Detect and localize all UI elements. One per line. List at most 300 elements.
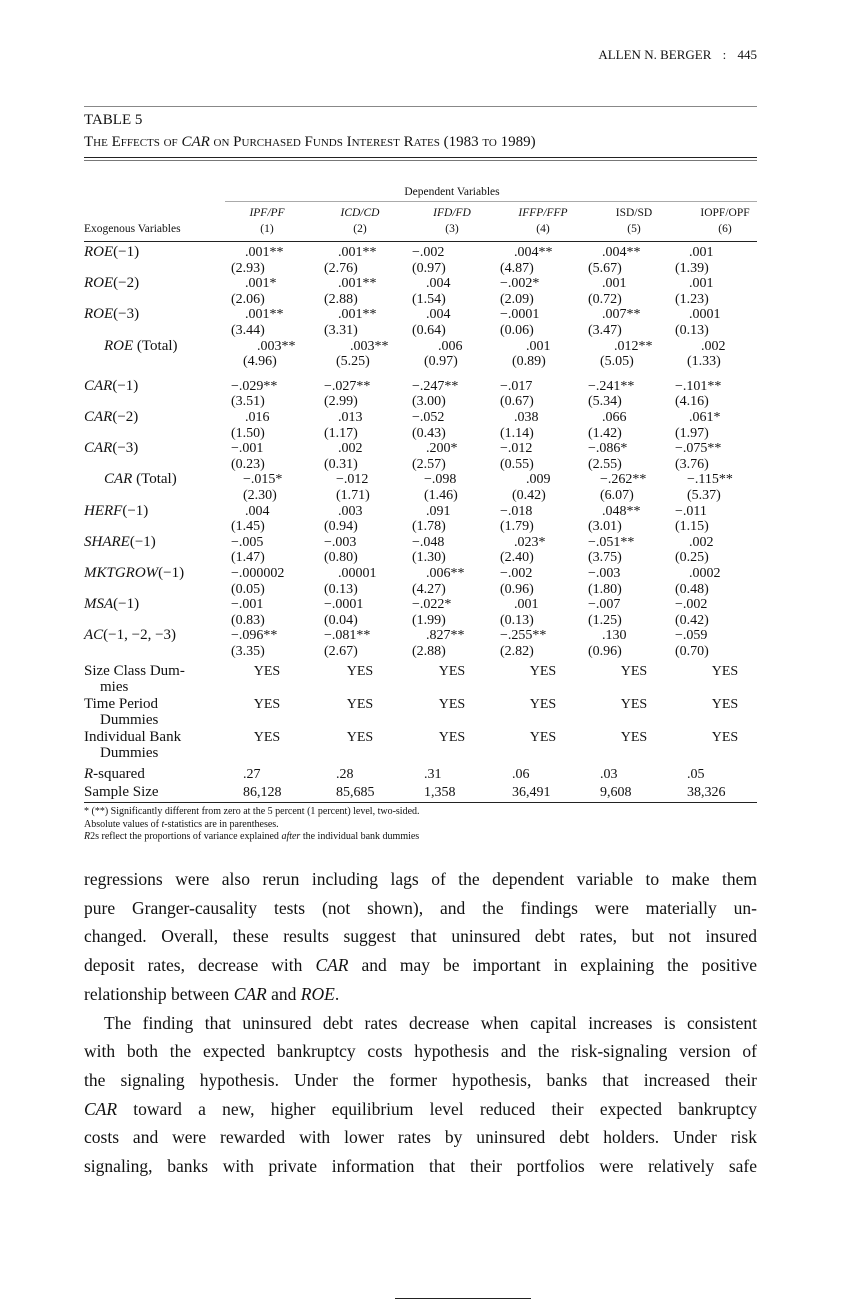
- row-label-suffix: (−3): [112, 440, 139, 457]
- coefficient-cell: −.003: [588, 566, 621, 581]
- coefficient-cell: .130: [602, 628, 627, 644]
- body-text-line: [84, 1126, 757, 1148]
- stat-cell: .31: [424, 767, 442, 782]
- coefficient-cell: .061*: [689, 410, 721, 425]
- t-stat-cell: (4.87): [500, 260, 534, 276]
- body-text-italic: ROE: [300, 983, 335, 1004]
- coefficient-cell: −.005: [231, 534, 264, 550]
- t-stat-cell: (4.96): [243, 354, 277, 370]
- footnote-text: Absolute values of: [84, 818, 162, 830]
- coefficient-cell: −.096**: [231, 628, 278, 644]
- column-header-number: (5): [627, 223, 641, 235]
- t-stat-cell: (0.42): [512, 488, 546, 503]
- t-stat-cell: (1.42): [588, 425, 622, 441]
- body-text-segment: relationship between: [84, 983, 234, 1004]
- t-stat-cell: (5.25): [336, 354, 370, 370]
- t-stat-cell: (2.93): [231, 260, 265, 276]
- coefficient-cell: .023*: [514, 534, 546, 550]
- header-rule: [84, 241, 757, 242]
- row-label-suffix: (−1): [129, 533, 156, 550]
- t-stat-cell: (3.31): [324, 323, 358, 338]
- t-stat-cell: (0.83): [231, 612, 265, 628]
- coefficient-cell: −.011: [675, 503, 707, 519]
- footer-rule: [395, 1298, 531, 1299]
- table-title-text: The Effects of: [84, 134, 182, 150]
- dummy-cell: YES: [711, 730, 739, 745]
- dummy-cell: YES: [529, 697, 557, 712]
- coefficient-cell: −.000002: [231, 566, 285, 581]
- t-stat-cell: (1.80): [588, 581, 622, 597]
- t-stat-cell: (0.25): [675, 550, 709, 566]
- t-stat-cell: (0.97): [424, 354, 458, 370]
- coefficient-cell: .001: [689, 276, 714, 292]
- row-label-suffix: (−3): [113, 306, 140, 323]
- t-stat-cell: (1.17): [324, 425, 358, 441]
- coefficient-cell: .004: [245, 503, 270, 519]
- t-stat-cell: (1.23): [675, 291, 709, 307]
- t-stat-cell: (0.23): [231, 456, 265, 472]
- t-stat-cell: (1.15): [675, 519, 709, 535]
- coefficient-cell: .004: [426, 276, 451, 292]
- row-label: [84, 440, 138, 457]
- coefficient-cell: .007**: [602, 307, 641, 323]
- t-stat-cell: (1.97): [675, 425, 709, 441]
- row-label: [84, 503, 148, 520]
- coefficient-cell: .002: [338, 441, 363, 457]
- t-stat-cell: (1.46): [424, 488, 458, 503]
- t-stat-cell: (2.76): [324, 260, 358, 276]
- t-stat-cell: (2.30): [243, 488, 277, 503]
- stat-cell: 85,685: [336, 784, 375, 800]
- coefficient-cell: −.059: [675, 628, 708, 644]
- t-stat-cell: (3.01): [588, 519, 622, 535]
- t-stat-cell: (2.88): [412, 644, 446, 659]
- t-stat-cell: (2.55): [588, 456, 622, 472]
- t-stat-cell: (1.99): [412, 612, 446, 628]
- coefficient-cell: −.086*: [588, 441, 628, 457]
- coefficient-cell: −.003: [324, 534, 357, 550]
- coefficient-cell: −.007: [588, 597, 621, 613]
- row-label-variable: HERF: [84, 502, 123, 519]
- dummy-cell: YES: [438, 697, 466, 712]
- dummy-cell: YES: [438, 664, 466, 679]
- t-stat-cell: (1.78): [412, 519, 446, 535]
- column-header-name: IFFP/FFP: [518, 207, 568, 219]
- body-text-line: [104, 1012, 757, 1034]
- row-label: [84, 534, 156, 551]
- row-label: Size Class Dum-: [84, 663, 185, 679]
- row-label: [84, 275, 139, 292]
- t-stat-cell: (0.06): [500, 323, 534, 338]
- t-stat-cell: (1.25): [588, 612, 622, 628]
- coefficient-cell: .003**: [350, 338, 389, 354]
- row-label: [84, 409, 138, 426]
- row-label: [84, 378, 138, 395]
- coefficient-cell: .827**: [426, 628, 465, 644]
- body-text-italic: CAR: [84, 1098, 118, 1119]
- coefficient-cell: .002: [701, 338, 726, 354]
- t-stat-cell: (0.13): [675, 323, 709, 338]
- coefficient-cell: −.027**: [324, 378, 371, 394]
- stat-cell: 9,608: [600, 784, 632, 800]
- body-text-line: [84, 1040, 757, 1062]
- dummy-cell: YES: [253, 664, 281, 679]
- row-label: Individual Bank: [84, 729, 182, 745]
- t-stat-cell: (2.40): [500, 550, 534, 566]
- row-label-suffix: (−2): [113, 275, 140, 292]
- coefficient-cell: −.002: [675, 597, 708, 613]
- row-label-continued: Dummies: [100, 745, 159, 761]
- coefficient-cell: −.002: [500, 566, 533, 581]
- column-header-name: ISD/SD: [615, 207, 653, 219]
- dummy-cell: YES: [620, 697, 648, 712]
- body-text-line: [84, 868, 757, 890]
- row-label-continued: mies: [100, 679, 129, 695]
- body-text-segment: regressions were also rerun including lags of the dependent variable to make them: [84, 869, 757, 889]
- dummy-cell: YES: [529, 730, 557, 745]
- body-text-segment: costs and were rewarded with lower rates by uninsured debt holders. Under risk: [84, 1127, 757, 1148]
- t-stat-cell: (1.30): [412, 550, 446, 566]
- coefficient-cell: −.001: [231, 441, 264, 457]
- body-text-segment: deposit rates, decrease with: [84, 955, 316, 976]
- dummy-cell: YES: [346, 697, 374, 712]
- coefficient-cell: .013: [338, 410, 363, 425]
- t-stat-cell: (0.97): [412, 260, 446, 276]
- column-header-number: (4): [536, 223, 550, 235]
- coefficient-cell: .016: [245, 410, 270, 425]
- row-label-suffix: (−2): [112, 409, 139, 425]
- t-stat-cell: (6.07): [600, 488, 634, 503]
- coefficient-cell: −.052: [412, 410, 445, 425]
- t-stat-cell: (1.33): [687, 354, 721, 370]
- footnote-italic: after: [281, 831, 301, 842]
- running-head-separator: :: [722, 47, 727, 62]
- coefficient-cell: −.262**: [600, 472, 647, 488]
- body-text-segment: .: [334, 983, 340, 1004]
- t-stat-cell: (0.67): [500, 394, 534, 410]
- table-double-rule-2: [84, 160, 757, 161]
- t-stat-cell: (2.06): [231, 291, 265, 307]
- coefficient-cell: .001: [602, 276, 627, 292]
- row-label-variable: ROE: [84, 306, 114, 323]
- row-label-variable: ROE: [104, 337, 134, 354]
- body-text-italic: CAR: [233, 983, 267, 1004]
- table-double-rule-1: [84, 157, 757, 158]
- spanner-header: Dependent Variables: [404, 186, 500, 198]
- row-label: [104, 338, 178, 355]
- stat-cell: .27: [243, 767, 261, 782]
- dummy-cell: YES: [253, 730, 281, 745]
- row-label-continued: Dummies: [100, 712, 159, 728]
- t-stat-cell: (4.27): [412, 581, 446, 597]
- footnote-text: 2s reflect the proportions of variance explained: [90, 831, 282, 842]
- t-stat-cell: (0.64): [412, 323, 446, 338]
- t-stat-cell: (3.76): [675, 456, 709, 472]
- body-text-segment: pure Granger-causality tests (not shown), and the findings were materially un-: [84, 897, 757, 918]
- t-stat-cell: (2.57): [412, 456, 446, 472]
- dummy-cell: YES: [346, 730, 374, 745]
- row-label-variable: CAR: [84, 409, 113, 425]
- stat-cell: .28: [336, 767, 354, 782]
- column-header-number: (2): [353, 223, 367, 235]
- t-stat-cell: (1.39): [675, 260, 709, 276]
- coefficient-cell: −.115**: [687, 472, 733, 488]
- coefficient-cell: −.001: [231, 597, 264, 613]
- coefficient-cell: −.0001: [324, 597, 364, 613]
- t-stat-cell: (2.09): [500, 291, 534, 307]
- footnote-text: the individual bank dummies: [300, 831, 420, 842]
- body-text-line: [84, 1069, 757, 1091]
- coefficient-cell: .004**: [602, 245, 641, 260]
- coefficient-cell: .001**: [338, 245, 377, 260]
- t-stat-cell: (3.35): [231, 644, 265, 659]
- table-title: [84, 134, 536, 151]
- row-label-variable: ROE: [84, 275, 114, 292]
- coefficient-cell: −.029**: [231, 378, 278, 394]
- t-stat-cell: (3.44): [231, 323, 265, 338]
- row-label-suffix: (−1): [112, 377, 139, 394]
- page-number: 445: [737, 47, 757, 62]
- body-text-segment: signaling, banks with private information that their portfolios were relatively safe: [84, 1156, 757, 1176]
- column-header-number: (6): [718, 223, 732, 235]
- t-stat-cell: (5.34): [588, 394, 622, 410]
- t-stat-cell: (5.05): [600, 354, 634, 370]
- row-label: [84, 306, 139, 323]
- coefficient-cell: .002: [689, 534, 714, 550]
- coefficient-cell: .003: [338, 503, 363, 519]
- t-stat-cell: (3.47): [588, 323, 622, 338]
- coefficient-cell: .006: [438, 338, 463, 354]
- row-label: [84, 766, 145, 783]
- coefficient-cell: .066: [602, 410, 627, 425]
- row-label-variable: ROE: [84, 244, 114, 260]
- t-stat-cell: (1.47): [231, 550, 265, 566]
- row-label-text: Sample Size: [84, 783, 159, 800]
- footnote-text: -statistics are in parentheses.: [164, 818, 279, 830]
- spanner-rule: [225, 201, 757, 202]
- body-text-italic: CAR: [315, 955, 349, 976]
- row-label-variable: CAR: [84, 440, 113, 457]
- coefficient-cell: .001**: [338, 276, 377, 292]
- coefficient-cell: −.101**: [675, 378, 722, 394]
- coefficient-cell: .001**: [245, 245, 284, 260]
- row-label: [104, 471, 177, 488]
- coefficient-cell: −.012: [336, 472, 369, 488]
- coefficient-cell: −.002: [412, 245, 445, 260]
- t-stat-cell: (1.45): [231, 519, 265, 535]
- column-header-number: (3): [445, 223, 459, 235]
- footnote-italic: R: [84, 831, 91, 842]
- stat-cell: 38,326: [687, 784, 726, 800]
- coefficient-cell: −.022*: [412, 597, 452, 613]
- coefficient-cell: −.048: [412, 534, 445, 550]
- t-stat-cell: (2.99): [324, 394, 358, 410]
- t-stat-cell: (0.72): [588, 291, 622, 307]
- coefficient-cell: .009: [526, 472, 551, 488]
- coefficient-cell: .001**: [338, 307, 377, 323]
- table-footnote: [84, 806, 420, 818]
- coefficient-cell: .001: [689, 245, 714, 260]
- coefficient-cell: −.098: [424, 472, 457, 488]
- table-title-text-2: on Purchased Funds Interest Rates (1983 to 1989): [209, 134, 536, 150]
- coefficient-cell: .006**: [426, 566, 465, 581]
- body-text-line: [84, 897, 757, 919]
- body-text-line: [84, 983, 757, 1005]
- row-label: [84, 627, 176, 644]
- coefficient-cell: .00001: [338, 566, 377, 581]
- row-label: [84, 244, 139, 261]
- row-label-variable: R: [84, 766, 94, 782]
- row-label-suffix: (−1, −2, −3): [103, 627, 177, 644]
- t-stat-cell: (0.43): [412, 425, 446, 441]
- t-stat-cell: (5.37): [687, 488, 721, 503]
- row-label-suffix: (−1): [122, 502, 149, 519]
- t-stat-cell: (1.79): [500, 519, 534, 535]
- t-stat-cell: (0.80): [324, 550, 358, 566]
- dummy-cell: YES: [711, 697, 739, 712]
- coefficient-cell: −.017: [500, 378, 533, 394]
- row-label-suffix: (−1): [158, 565, 185, 581]
- row-label: [84, 784, 159, 801]
- column-header-number: (1): [260, 223, 274, 235]
- row-label-suffix: (−1): [113, 596, 140, 613]
- dummy-cell: YES: [620, 730, 648, 745]
- stub-header: Exogenous Variables: [84, 223, 181, 235]
- dummy-cell: YES: [253, 697, 281, 712]
- row-label-variable: SHARE: [84, 533, 130, 550]
- coefficient-cell: −.247**: [412, 378, 459, 394]
- coefficient-cell: −.0001: [500, 307, 540, 323]
- row-label-suffix: (−1): [113, 244, 140, 260]
- row-label-variable: MKTGROW: [84, 565, 159, 581]
- stat-cell: .06: [512, 767, 530, 782]
- coefficient-cell: −.255**: [500, 628, 547, 644]
- coefficient-cell: .001*: [245, 276, 277, 292]
- row-label: [84, 596, 139, 613]
- t-stat-cell: (0.13): [324, 581, 358, 597]
- coefficient-cell: .200*: [426, 441, 458, 457]
- row-label-variable: MSA: [84, 596, 114, 613]
- t-stat-cell: (0.48): [675, 581, 709, 597]
- body-text-line: [84, 954, 757, 976]
- t-stat-cell: (3.00): [412, 394, 446, 410]
- coefficient-cell: .004: [426, 307, 451, 323]
- body-text-line: [84, 1098, 757, 1120]
- running-head: [598, 47, 757, 63]
- t-stat-cell: (0.70): [675, 644, 709, 659]
- table-footnote: [84, 819, 279, 831]
- t-stat-cell: (0.89): [512, 354, 546, 370]
- coefficient-cell: .0002: [689, 566, 721, 581]
- stat-cell: 36,491: [512, 784, 551, 800]
- t-stat-cell: (2.82): [500, 644, 534, 659]
- t-stat-cell: (2.67): [324, 644, 358, 659]
- t-stat-cell: (0.55): [500, 456, 534, 472]
- body-text-segment: and may be important in explaining the positive: [348, 955, 757, 976]
- coefficient-cell: .003**: [257, 338, 296, 354]
- body-text-segment: The finding that uninsured debt rates decrease when capital increases is consistent: [104, 1012, 757, 1033]
- coefficient-cell: −.081**: [324, 628, 371, 644]
- coefficient-cell: .004**: [514, 245, 553, 260]
- row-label: [84, 565, 184, 582]
- stat-cell: .03: [600, 767, 618, 782]
- table-footnote: [84, 831, 419, 843]
- t-stat-cell: (0.94): [324, 519, 358, 535]
- t-stat-cell: (2.88): [324, 291, 358, 307]
- t-stat-cell: (0.05): [231, 581, 265, 597]
- dummy-cell: YES: [620, 664, 648, 679]
- coefficient-cell: .001: [526, 338, 551, 354]
- table-label: TABLE 5: [84, 112, 143, 128]
- footnote-text: * (**) Significantly different from zero at the 5 percent (1 percent) level, two-sided.: [84, 806, 420, 817]
- t-stat-cell: (1.14): [500, 425, 534, 441]
- t-stat-cell: (0.13): [500, 612, 534, 628]
- coefficient-cell: −.018: [500, 503, 533, 519]
- coefficient-cell: .0001: [689, 307, 721, 323]
- row-label-variable: CAR: [104, 471, 133, 488]
- row-label-suffix: (Total): [133, 337, 178, 354]
- row-label-variable: CAR: [84, 377, 113, 394]
- coefficient-cell: .048**: [602, 503, 641, 519]
- dummy-cell: YES: [529, 664, 557, 679]
- column-header-name: IPF/PF: [249, 207, 285, 219]
- footnote-italic: t: [161, 818, 165, 830]
- coefficient-cell: −.012: [500, 441, 533, 457]
- coefficient-cell: −.241**: [588, 378, 635, 394]
- t-stat-cell: (5.67): [588, 260, 622, 276]
- dummy-cell: YES: [711, 664, 739, 679]
- coefficient-cell: .012**: [614, 338, 653, 354]
- body-text-segment: changed. Overall, these results suggest that uninsured debt rates, but not insured: [84, 926, 757, 947]
- t-stat-cell: (0.31): [324, 456, 358, 472]
- row-label-suffix: (Total): [132, 471, 177, 488]
- t-stat-cell: (3.51): [231, 394, 265, 410]
- body-text-segment: with both the expected bankruptcy costs hypothesis and the risk-signaling version of: [84, 1041, 757, 1062]
- t-stat-cell: (1.50): [231, 425, 265, 441]
- t-stat-cell: (1.71): [336, 488, 370, 503]
- body-text-segment: toward a new, higher equilibrium level reduced their expected bankruptcy: [117, 1098, 757, 1119]
- stat-cell: 1,358: [424, 784, 456, 800]
- t-stat-cell: (3.75): [588, 550, 622, 566]
- row-label-text: -squared: [93, 766, 145, 782]
- stat-cell: 86,128: [243, 784, 282, 800]
- stat-cell: .05: [687, 767, 705, 782]
- t-stat-cell: (0.42): [675, 612, 709, 628]
- row-label: Time Period: [84, 696, 159, 712]
- body-text-segment: and: [266, 983, 301, 1004]
- t-stat-cell: (0.04): [324, 612, 358, 628]
- coefficient-cell: −.075**: [675, 441, 722, 457]
- dummy-cell: YES: [438, 730, 466, 745]
- coefficient-cell: −.002*: [500, 276, 540, 292]
- body-text-line: [84, 1155, 757, 1177]
- coefficient-cell: .091: [426, 503, 451, 519]
- table-top-rule: [84, 106, 757, 107]
- column-header-name: ICD/CD: [340, 207, 380, 219]
- row-label-variable: AC: [84, 627, 104, 644]
- t-stat-cell: (4.16): [675, 394, 709, 410]
- t-stat-cell: (0.96): [588, 644, 622, 659]
- coefficient-cell: −.015*: [243, 472, 283, 488]
- column-header-name: IOPF/OPF: [700, 207, 750, 219]
- body-text-segment: the signaling hypothesis. Under the former hypothesis, banks that increased their: [84, 1069, 757, 1090]
- column-header-name: IFD/FD: [433, 207, 471, 219]
- t-stat-cell: (0.96): [500, 581, 534, 597]
- coefficient-cell: .001**: [245, 307, 284, 323]
- table-bottom-rule: [84, 802, 757, 803]
- coefficient-cell: −.051**: [588, 534, 635, 550]
- dummy-cell: YES: [346, 664, 374, 679]
